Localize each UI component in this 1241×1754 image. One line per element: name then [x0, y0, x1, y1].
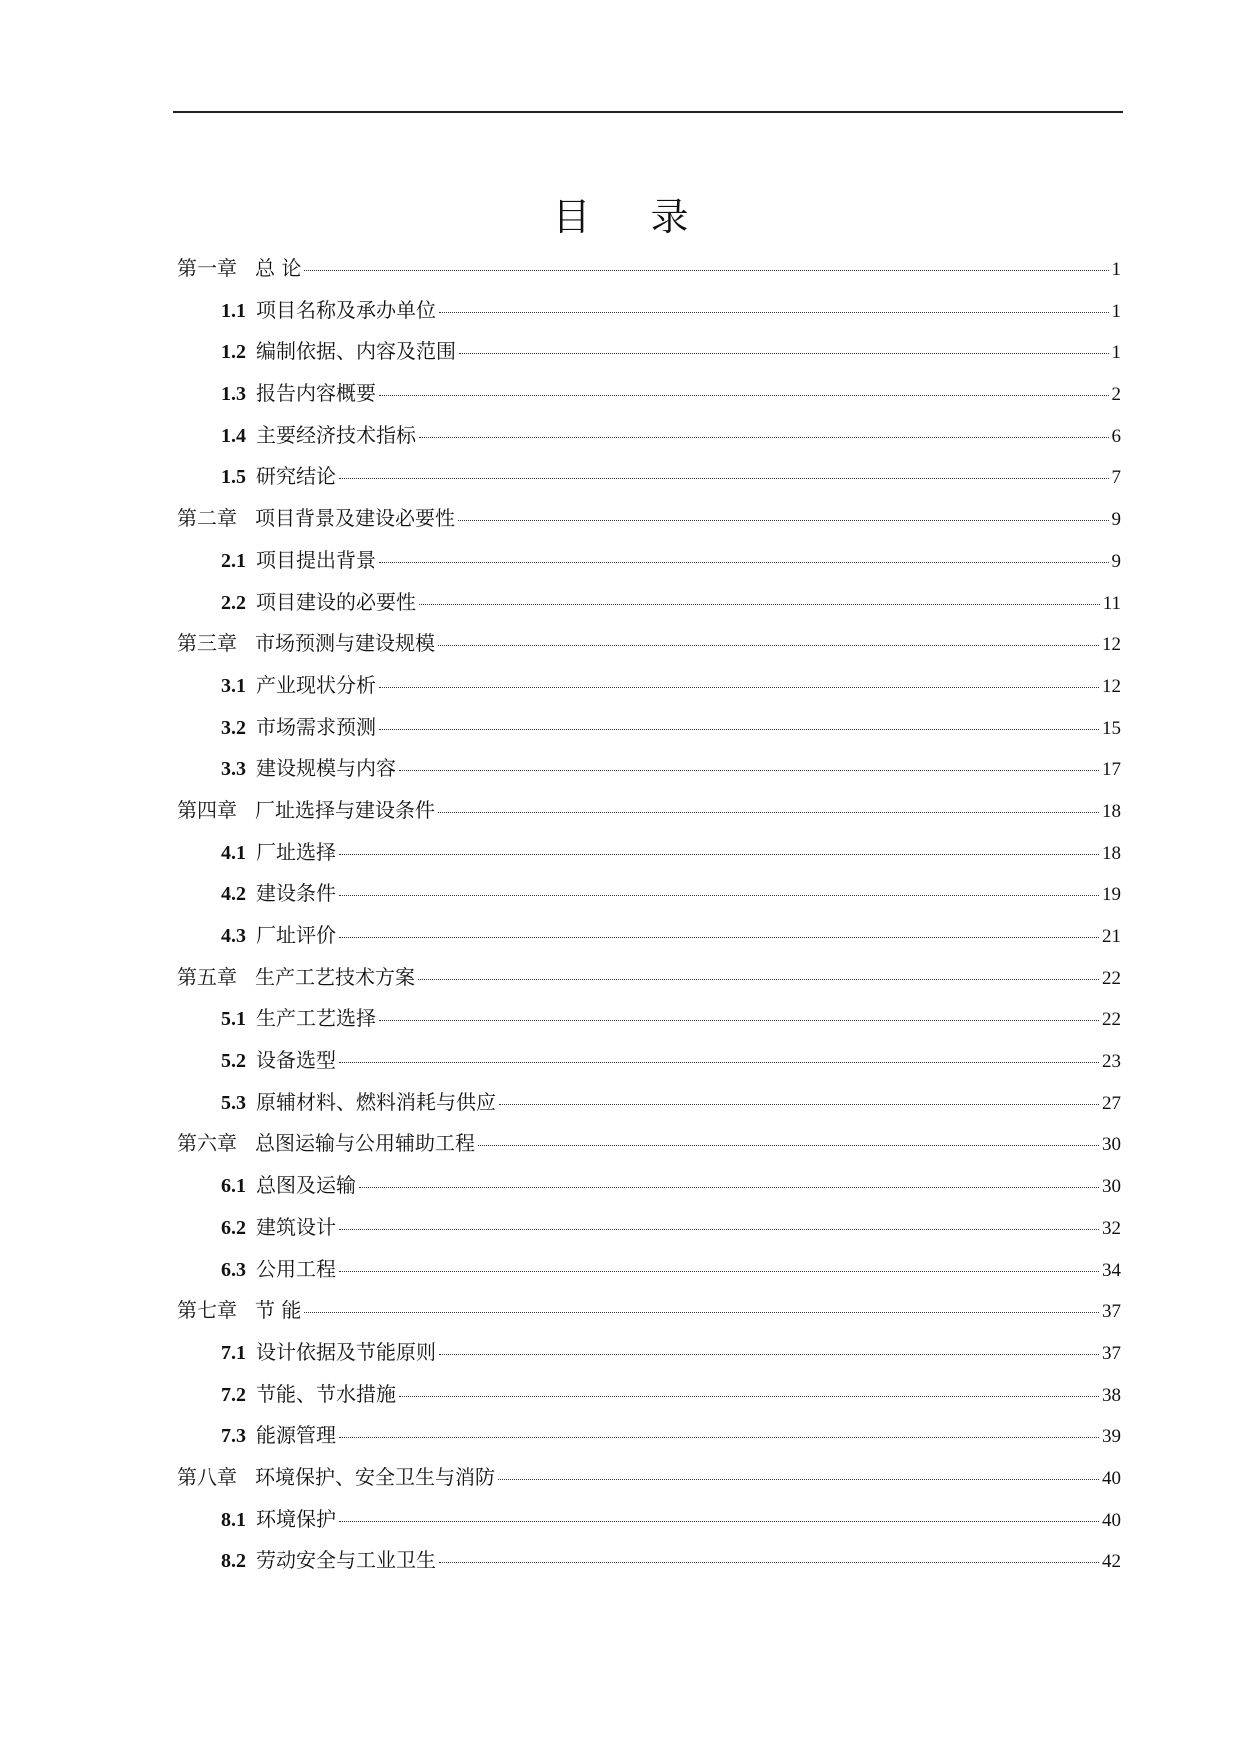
dot-leader [379, 562, 1109, 563]
section-number: 4.3 [221, 925, 246, 947]
dot-leader [458, 520, 1109, 521]
page-number: 39 [1102, 1426, 1121, 1448]
page-number: 1 [1111, 259, 1121, 280]
page-number: 18 [1102, 842, 1121, 864]
entry-title: 厂址选择与建设条件 [255, 797, 435, 822]
dot-leader [399, 770, 1099, 771]
section-number: 6.2 [221, 1216, 246, 1239]
section-number: 2.2 [221, 591, 246, 614]
dot-leader [379, 395, 1109, 396]
toc-chapter-entry[interactable] [177, 961, 1121, 1003]
section-number: 1.5 [221, 466, 246, 489]
chapter-number: 第七章 [177, 1298, 237, 1323]
toc-section-entry[interactable] [177, 544, 1121, 586]
section-number: 3.2 [221, 716, 246, 739]
entry-title: 原辅材料、燃料消耗与供应 [256, 1089, 496, 1114]
toc-section-entry[interactable] [177, 1002, 1121, 1044]
entry-title: 建筑设计 [256, 1214, 336, 1239]
entry-title: 生产工艺选择 [256, 1006, 376, 1031]
entry-title: 市场预测与建设规模 [255, 631, 435, 656]
entry-title: 节能、节水措施 [256, 1381, 396, 1406]
page-number: 6 [1111, 425, 1121, 447]
toc-section-entry[interactable] [177, 752, 1121, 794]
entry-title: 报告内容概要 [256, 381, 376, 406]
chapter-number: 第八章 [177, 1464, 237, 1489]
toc-section-entry[interactable] [177, 669, 1121, 711]
page-number: 19 [1102, 884, 1121, 906]
dot-leader [498, 1479, 1099, 1480]
section-number: 6.1 [221, 1175, 246, 1198]
toc-chapter-entry[interactable] [177, 252, 1121, 294]
entry-title: 研究结论 [256, 464, 336, 489]
entry-title: 项目提出背景 [256, 547, 376, 572]
entry-title: 建设规模与内容 [256, 756, 396, 781]
section-number: 5.2 [221, 1050, 246, 1073]
dot-leader [339, 895, 1099, 896]
dot-leader [418, 979, 1099, 980]
toc-section-entry[interactable] [177, 419, 1121, 461]
page-number: 21 [1102, 926, 1121, 947]
section-number: 1.2 [221, 341, 246, 364]
entry-title: 能源管理 [256, 1423, 336, 1448]
dot-leader [339, 1437, 1099, 1438]
dot-leader [438, 645, 1099, 646]
toc-section-entry[interactable] [177, 836, 1121, 878]
page-number: 22 [1102, 967, 1121, 989]
page-number: 38 [1102, 1384, 1121, 1406]
section-number: 5.1 [221, 1008, 246, 1031]
toc-section-entry[interactable] [177, 1169, 1121, 1211]
page-number: 40 [1102, 1467, 1121, 1489]
dot-leader [478, 1145, 1099, 1146]
dot-leader [339, 854, 1099, 855]
section-number: 1.3 [221, 383, 246, 406]
toc-section-entry[interactable] [177, 877, 1121, 919]
toc-section-entry[interactable] [177, 1544, 1121, 1586]
toc-section-entry[interactable] [177, 335, 1121, 377]
toc-section-entry[interactable] [177, 460, 1121, 502]
dot-leader [339, 1271, 1099, 1272]
entry-title: 主要经济技术指标 [256, 422, 416, 447]
toc-section-entry[interactable] [177, 1419, 1121, 1461]
page-number: 1 [1111, 342, 1121, 364]
page-number: 12 [1102, 675, 1121, 697]
dot-leader [339, 937, 1099, 938]
dot-leader [439, 1562, 1099, 1563]
dot-leader [499, 1104, 1099, 1105]
page-number: 34 [1102, 1259, 1121, 1281]
dot-leader [304, 1312, 1099, 1313]
entry-title: 生产工艺技术方案 [255, 964, 415, 989]
toc-section-entry[interactable] [177, 1378, 1121, 1420]
page-number: 7 [1111, 467, 1121, 489]
table-of-contents [177, 252, 1121, 1586]
entry-title: 市场需求预测 [256, 714, 376, 739]
toc-chapter-entry[interactable] [177, 1461, 1121, 1503]
toc-section-entry[interactable] [177, 919, 1121, 961]
toc-section-entry[interactable] [177, 294, 1121, 336]
page-number: 22 [1102, 1009, 1121, 1031]
entry-title: 环境保护、安全卫生与消防 [255, 1464, 495, 1489]
page-number: 2 [1111, 384, 1121, 406]
chapter-number: 第五章 [177, 964, 237, 989]
page-number: 12 [1102, 634, 1121, 656]
entry-title: 公用工程 [256, 1256, 336, 1281]
chapter-number: 第三章 [177, 631, 237, 656]
page-number: 18 [1102, 800, 1121, 822]
page-number: 23 [1102, 1051, 1121, 1073]
section-number: 3.1 [221, 674, 246, 697]
toc-section-entry[interactable] [177, 1044, 1121, 1086]
toc-section-entry[interactable] [177, 377, 1121, 419]
page-number: 9 [1111, 550, 1121, 572]
page-number: 15 [1102, 717, 1121, 739]
header-rule [173, 111, 1123, 113]
page-number: 37 [1102, 1301, 1121, 1323]
section-number: 2.1 [221, 549, 246, 572]
toc-chapter-entry[interactable] [177, 1294, 1121, 1336]
dot-leader [439, 312, 1109, 313]
entry-title: 项目名称及承办单位 [256, 297, 436, 322]
section-number: 1.4 [221, 424, 246, 447]
toc-section-entry[interactable] [177, 1253, 1121, 1295]
dot-leader [379, 1020, 1099, 1021]
page-number: 1 [1111, 300, 1121, 322]
entry-title: 厂址评价 [256, 923, 336, 947]
toc-section-entry[interactable] [177, 1503, 1121, 1545]
toc-section-entry[interactable] [177, 711, 1121, 753]
dot-leader [339, 1062, 1099, 1063]
entry-title: 项目背景及建设必要性 [255, 506, 455, 531]
section-number: 5.3 [221, 1091, 246, 1114]
section-number: 4.1 [221, 841, 246, 864]
section-number: 6.3 [221, 1258, 246, 1281]
dot-leader [359, 1187, 1099, 1188]
page-number: 11 [1102, 592, 1121, 614]
dot-leader [439, 1354, 1099, 1355]
entry-title: 厂址选择 [256, 839, 336, 864]
section-number: 8.1 [221, 1508, 246, 1531]
entry-title: 项目建设的必要性 [256, 589, 416, 614]
toc-title: 目 录 [552, 195, 713, 239]
dot-leader [399, 1396, 1099, 1397]
entry-title: 产业现状分析 [256, 672, 376, 697]
page-number: 32 [1102, 1217, 1121, 1239]
toc-chapter-entry[interactable] [177, 502, 1121, 544]
toc-section-entry[interactable] [177, 1336, 1121, 1378]
toc-chapter-entry[interactable] [177, 1127, 1121, 1169]
dot-leader [339, 1521, 1099, 1522]
section-number: 7.3 [221, 1425, 246, 1448]
dot-leader [438, 812, 1099, 813]
toc-section-entry[interactable] [177, 1086, 1121, 1128]
dot-leader [459, 353, 1109, 354]
dot-leader [379, 729, 1099, 730]
section-number: 8.2 [221, 1550, 246, 1573]
page-number: 30 [1102, 1134, 1121, 1156]
toc-chapter-entry[interactable] [177, 627, 1121, 669]
dot-leader [339, 1229, 1099, 1230]
section-number: 3.3 [221, 758, 246, 781]
entry-title: 总图及运输 [256, 1173, 356, 1198]
dot-leader [419, 437, 1109, 438]
toc-section-entry[interactable] [177, 586, 1121, 628]
toc-chapter-entry[interactable] [177, 794, 1121, 836]
chapter-number: 第四章 [177, 797, 237, 822]
entry-title: 环境保护 [256, 1506, 336, 1531]
section-number: 4.2 [221, 883, 246, 906]
section-number: 1.1 [221, 299, 246, 322]
entry-title: 节 能 [255, 1298, 302, 1323]
entry-title: 设备选型 [256, 1048, 336, 1073]
page-number: 40 [1102, 1509, 1121, 1531]
entry-title: 劳动安全与工业卫生 [256, 1548, 436, 1573]
page-number: 9 [1111, 509, 1121, 531]
section-number: 7.2 [221, 1383, 246, 1406]
entry-title: 总图运输与公用辅助工程 [255, 1131, 475, 1156]
section-number: 7.1 [221, 1341, 246, 1364]
page-number: 17 [1102, 759, 1121, 781]
page-number: 30 [1102, 1176, 1121, 1198]
page-number: 42 [1102, 1551, 1121, 1573]
entry-title: 建设条件 [256, 881, 336, 906]
page-number: 27 [1102, 1092, 1121, 1114]
chapter-number: 第一章 [177, 256, 237, 280]
entry-title: 设计依据及节能原则 [256, 1339, 436, 1364]
chapter-number: 第六章 [177, 1131, 237, 1156]
dot-leader [304, 270, 1108, 271]
chapter-number: 第二章 [177, 506, 237, 531]
dot-leader [419, 604, 1100, 605]
toc-section-entry[interactable] [177, 1211, 1121, 1253]
page-number: 37 [1102, 1342, 1121, 1364]
dot-leader [339, 478, 1109, 479]
entry-title: 编制依据、内容及范围 [256, 339, 456, 364]
dot-leader [379, 687, 1099, 688]
entry-title: 总 论 [255, 256, 302, 280]
